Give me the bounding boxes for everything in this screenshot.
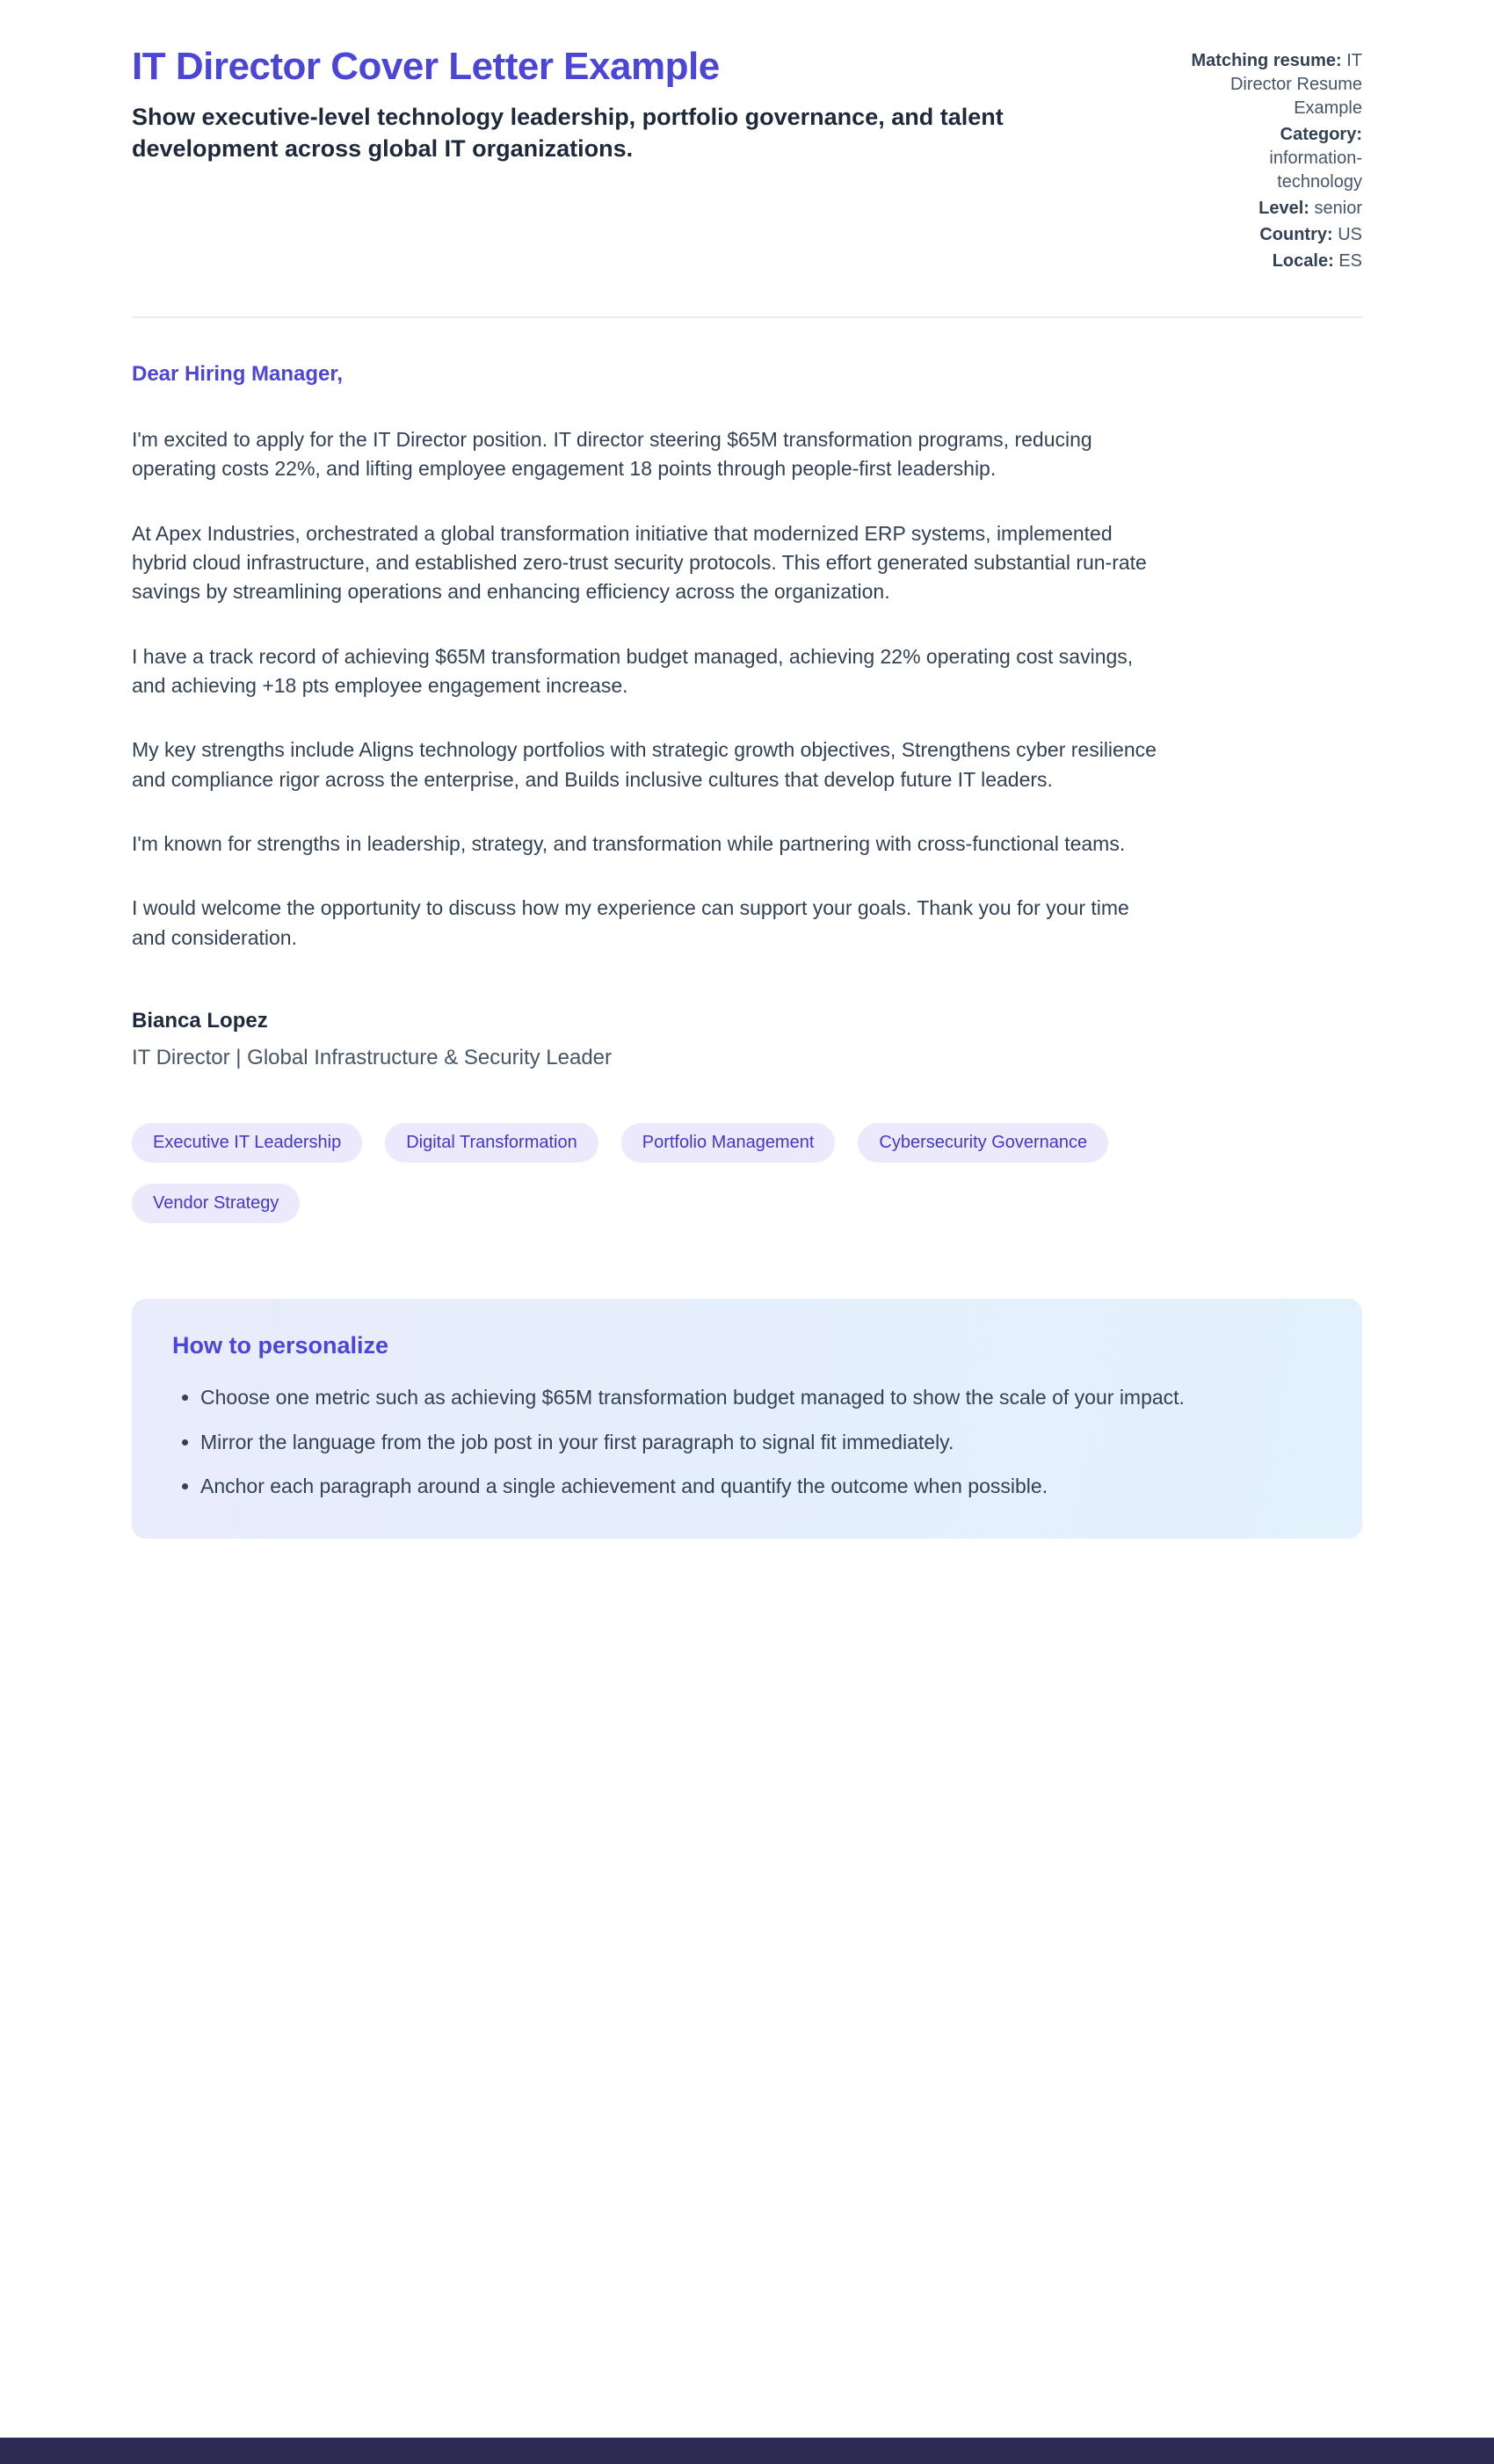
resume-meta-block [1186,46,1362,276]
personalize-tip: • Anchor each paragraph around a single achievement and quantify the outcome when possible. [200,1471,1220,1502]
meta-label: Level: [1258,199,1309,218]
letter-paragraph: At Apex Industries, orchestrated a global transformation initiative that modernized ERP systems, implemented hybrid cloud infrastructure, and established zero-trust security protocols. This effort generated substantial run-rate savings by streamlining operations and enhancing efficiency across the organization. [132,521,1147,604]
page-container [132,0,1362,1539]
footer-bar [0,2438,1494,2464]
meta-value: senior [1314,199,1362,218]
header-title-block [132,46,1186,165]
meta-value: information-technology [1269,149,1362,192]
meta-value: ES [1338,251,1362,271]
tag-digital-transformation: Digital Transformation [385,1123,598,1163]
page-title: IT Director Cover Letter Example [132,45,720,88]
meta-label: Country: [1259,225,1333,244]
header-divider [132,316,1362,318]
tag-cybersecurity-governance: Cybersecurity Governance [858,1123,1108,1163]
letter-paragraph: I would welcome the opportunity to discuss how my experience can support your goals. Thank you for your time and consideration. [132,896,1129,949]
personalize-tip-list [172,1382,1322,1502]
meta-label: Matching resume: [1191,51,1342,70]
meta-value: IT Director Resume Example [1229,51,1362,118]
meta-item-matching-resume [1186,49,1362,120]
signature-title: IT Director | Global Infrastructure & Security Leader [132,1046,613,1070]
tag-vendor-strategy: Vendor Strategy [132,1184,300,1223]
personalize-title: How to personalize [172,1332,389,1359]
meta-label: Category: [1280,125,1362,144]
letter-paragraph: I'm known for strengths in leadership, strategy, and transformation while partnering with cross-functional teams. [132,832,1126,856]
tag-portfolio-management: Portfolio Management [621,1123,836,1163]
signature-block [132,1009,1362,1070]
letter-paragraph: I have a track record of achieving $65M transformation budget managed, achieving 22% operating cost savings, and achieving +18 pts employee engagement increase. [132,644,1134,698]
cover-letter-body [132,362,1362,1070]
meta-item-category [1186,123,1362,194]
tag-list [132,1123,1239,1223]
meta-item-locale [1186,250,1362,273]
tag-executive-it-leadership: Executive IT Leadership [132,1123,362,1163]
personalize-tip: • Choose one metric such as achieving $65M transformation budget managed to show the scale of your impact. [200,1382,1220,1413]
meta-item-country [1186,223,1362,247]
personalize-tips-box [132,1299,1362,1539]
letter-paragraph: I'm excited to apply for the IT Director position. IT director steering $65M transformation programs, reducing operating costs 22%, and lifting employee engagement 18 points through people-first leadership. [132,428,1092,481]
signature-name: Bianca Lopez [132,1009,268,1033]
letter-greeting: Dear Hiring Manager, [132,362,344,386]
meta-value: US [1338,225,1362,244]
meta-label: Locale: [1272,251,1334,271]
page-subtitle: Show executive-level technology leadership, portfolio governance, and talent development across global IT organizations. [132,104,1004,163]
meta-item-level [1186,197,1362,221]
page-header [132,46,1362,276]
personalize-tip: • Mirror the language from the job post in your first paragraph to signal fit immediately. [200,1427,1220,1458]
letter-paragraph: My key strengths include Aligns technology portfolios with strategic growth objectives, Strengthens cyber resilience and compliance rigor across the enterprise, and Builds inclusive cultures that develop future IT leaders. [132,738,1157,791]
